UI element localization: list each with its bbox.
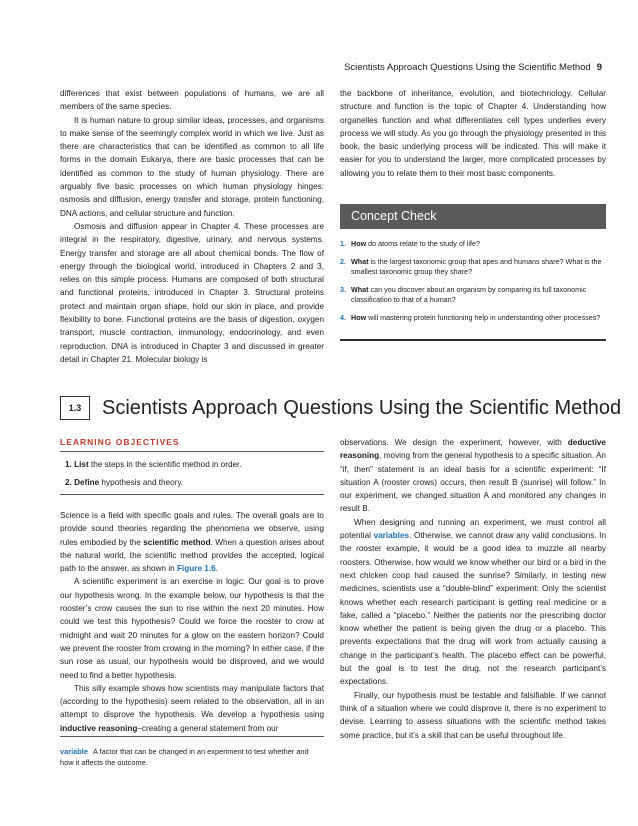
paragraph: This silly example shows how scientists may manipulate factors that (according to the hypothesis) seem related to the observation, all in an attempt to disprove the hypothesis. We develop a hypothesis using inductive reasoning–creating a general statement from our: [60, 683, 324, 733]
learning-objectives-title: LEARNING OBJECTIVES: [60, 437, 180, 447]
key-term: scientific method: [143, 537, 211, 547]
paragraph: the backbone of inheritance, evolution, and biotechnology. Cellular structure and function is the topic of Chapter 4. Understanding how organelles function and what differentiates cell types underlies every process we will study. As you go through the physiology presented in this book, the basic underlying process will be indicated. This will make it easier for you to understand the larger, more complicated processes by allowing you to relate them to their most basic components.: [340, 89, 606, 178]
concept-check-list: [340, 239, 606, 323]
concept-check-item: 3. What can you discover about an organism by comparing its full taxonomic classification to that of a human?: [340, 284, 587, 304]
running-title: Scientists Approach Questions Using the Scientific Method: [344, 62, 591, 73]
footnote-divider: [60, 736, 324, 737]
body-left-column: [60, 509, 324, 735]
paragraph: Finally, our hypothesis must be testable and falsifiable. If we cannot think of a situation where we could disprove it, there is no experiment to devise. Learning to assess situations with the scientific method takes some practice, but it’s a skill that can be useful throughout life.: [340, 690, 606, 740]
glossary-term-link[interactable]: variables: [373, 531, 410, 541]
paragraph: differences that exist between populations of humans, we are all members of the same species.: [60, 89, 324, 112]
footnote-definition: A factor that can be changed in an experiment to test whether and how it affects the outcome.: [60, 747, 309, 767]
footnote-term: variable: [60, 747, 88, 756]
figure-reference-link[interactable]: Figure 1.6: [176, 564, 216, 574]
objective-item: 2. Define hypothesis and theory.: [65, 478, 184, 487]
concept-check-divider: [340, 339, 606, 341]
running-header: [344, 62, 602, 73]
divider: [60, 451, 324, 452]
concept-check-item: 1. How do atoms relate to the study of life?: [340, 239, 481, 248]
paragraph: observations. We design the experiment, however, with deductive reasoning, moving from the general hypothesis to a specific situation. An “if, then” statement is an ideal basis for a scientific experiment: “If situation A (rooster crows) occurs, then result B (sunrise) will follow.” In our experiment, we changed situation A and monitored any changes in result B.: [340, 438, 606, 514]
page-number: 9: [596, 62, 602, 73]
paragraph: It is human nature to group similar ideas, processes, and organisms to make sense of the seemingly complex world in which we live. Just as there are characteristics that can be identified as common to all life forms in the domain Eukarya, there are basic processes that can be identified as common to the study of human physiology. There are arguably five basic processes on which human physiology hinges: osmosis and diffusion, energy transfer and storage, protein functioning, DNA actions, and cellular structure and function.: [60, 115, 324, 218]
concept-check-box: [340, 204, 606, 330]
section-number: 1.3: [60, 396, 90, 420]
paragraph: A scientific experiment is an exercise in logic: Our goal is to prove our hypothesis wrong. In the example below, our hypothesis is that the rooster’s crow causes the sun to rise within the next 20 minutes. How could we test this hypothesis? Could we force the rooster to crow at midnight and wait 20 minutes for a glow on the eastern horizon? Could we prevent the rooster from crowing in the morning? In either case, if the sun rose as usual, our hypothesis would be disproved, and we would need to find a better hypothesis.: [60, 577, 324, 680]
concept-check-item: 2. What is the largest taxonomic group that apes and humans share? What is the smallest taxonomic group they share?: [340, 256, 602, 276]
paragraph: Osmosis and diffusion appear in Chapter 4. These processes are integral in the respiratory, digestive, urinary, and nervous systems. Energy transfer and storage are all about chemical bonds. The flow of energy through the biological world, introduced in Chapters 2 and 3, relies on this simple process. Humans are composed of both structural and functional proteins, introduced in Chapter 3. Structural proteins protect and maintain organ shape, hold our skin in place, and provide flexibility to bone. Functional proteins are the basis of digestion, oxygen transport, muscle contraction, immunology, endocrinology, and even reproduction. DNA is introduced in Chapter 3 and discussed in greater detail in Chapter 21. Molecular biology is: [60, 221, 324, 364]
paragraph: When designing and running an experiment, we must control all potential variables. Otherwise, we cannot draw any valid conclusions. In the rooster example, it would be a good idea to muzzle all nearby roosters. Otherwise, how would we know whether our bird or a bird in the next chicken coop had caused the sunrise? Similarly, in testing new medicines, scientists use a “double-blind” experiment: Only the scientist knows whether each research participant is getting real medicine or a fake, called a “placebo.” Neither the patients nor the prescribing doctor know whether the patient is being given the drug or a placebo. This prevents expectations that the drug will work from actually causing a change in the participant’s health. The placebo effect can be powerful, but the goal is to test the drug, not the research participant’s expectations.: [340, 517, 606, 687]
top-right-column: [340, 87, 606, 180]
concept-check-title: Concept Check: [340, 204, 606, 229]
section-title: Scientists Approach Questions Using the Scientific Method: [102, 396, 622, 419]
key-term: inductive reasoning: [60, 723, 138, 733]
paragraph: Science is a field with specific goals and rules. The overall goals are to provide sound theories regarding the phenomena we observe, using rules embodied by the scientific method. When a question arises about the natural world, the scientific method provides the accepted, logical path to the answer, as shown in Figure 1.6.: [60, 511, 324, 574]
concept-check-item: 4. How will mastering protein functioning help in understanding other processes?: [340, 312, 601, 322]
top-left-column: [60, 87, 324, 366]
glossary-footnote: [60, 746, 324, 768]
divider: [60, 494, 324, 495]
section-heading: [60, 396, 621, 420]
body-right-column: [340, 436, 606, 742]
key-term: deductive reasoning: [340, 438, 606, 461]
learning-objectives-list: [65, 459, 320, 495]
objective-item: 1. List the steps in the scientific method in order.: [65, 460, 242, 469]
